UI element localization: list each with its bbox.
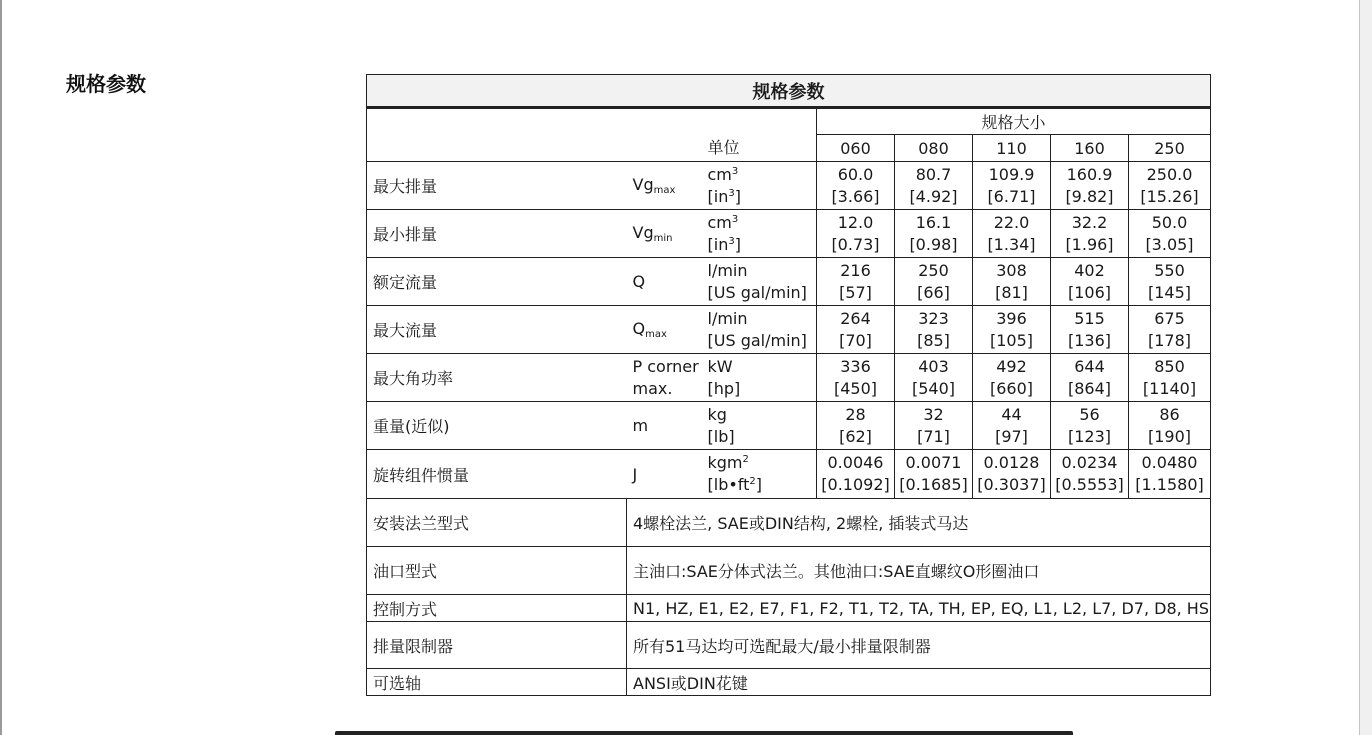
value-cell xyxy=(817,306,895,354)
value-metric: 250.0 xyxy=(1146,164,1193,184)
param-unit xyxy=(706,450,817,499)
value-cell xyxy=(1129,450,1211,499)
value-cell xyxy=(1051,306,1129,354)
unit-line2: $[in^3]$ xyxy=(707,234,741,254)
info-label: 控制方式 xyxy=(367,595,627,622)
value-metric: 28 xyxy=(845,404,866,424)
value-imperial: [106] xyxy=(1067,282,1112,302)
value-metric: 0.0128 xyxy=(983,453,1040,472)
size-header: 规格大小 xyxy=(817,108,1211,135)
value-cell xyxy=(973,258,1051,306)
value-imperial: [3.66] xyxy=(831,186,880,206)
value-imperial: [66] xyxy=(917,282,950,302)
page-left-edge xyxy=(0,0,2,735)
value-metric: 515 xyxy=(1074,308,1105,328)
value-metric: 323 xyxy=(918,308,949,328)
param-symbol xyxy=(627,162,706,210)
size-col-250: 250 xyxy=(1129,135,1211,162)
param-symbol xyxy=(627,354,706,402)
param-symbol xyxy=(627,210,706,258)
value-metric: 12.0 xyxy=(837,212,874,232)
value-cell xyxy=(1051,258,1129,306)
value-metric: 644 xyxy=(1074,356,1105,376)
param-symbol xyxy=(627,402,706,450)
param-unit xyxy=(706,162,817,210)
info-value: N1, HZ, E1, E2, E7, F1, F2, T1, T2, TA, TH, EP, EQ, L1, L2, L7, D7, D8, HS xyxy=(627,595,1211,622)
value-metric: 396 xyxy=(996,308,1027,328)
value-imperial: [9.82] xyxy=(1065,186,1114,206)
info-label: 油口型式 xyxy=(367,547,627,595)
symbol-main: Vg xyxy=(632,223,654,242)
value-metric: 50.0 xyxy=(1151,212,1188,232)
value-cell xyxy=(973,162,1051,210)
info-label: 安装法兰型式 xyxy=(367,499,627,547)
unit-line2: [US gal/min] xyxy=(707,330,807,350)
value-cell xyxy=(973,306,1051,354)
info-row xyxy=(367,622,1211,669)
param-name: 最大流量 xyxy=(367,306,627,354)
value-cell xyxy=(1051,450,1129,499)
table-row xyxy=(367,450,1211,499)
unit-line1: kW xyxy=(707,356,733,376)
value-imperial: [97] xyxy=(995,426,1028,446)
value-metric: 308 xyxy=(996,260,1027,280)
param-name: 最大排量 xyxy=(367,162,627,210)
value-cell xyxy=(973,210,1051,258)
size-col-110: 110 xyxy=(973,135,1051,162)
param-symbol xyxy=(627,306,706,354)
value-cell xyxy=(973,450,1051,499)
value-cell xyxy=(895,402,973,450)
param-symbol xyxy=(627,450,706,499)
value-metric: 402 xyxy=(1074,260,1105,280)
value-metric: 32 xyxy=(923,404,944,424)
param-symbol xyxy=(627,258,706,306)
value-cell xyxy=(1051,354,1129,402)
info-value: 主油口:SAE分体式法兰。其他油口:SAE直螺纹O形圈油口 xyxy=(627,547,1211,595)
value-imperial: [864] xyxy=(1067,378,1112,398)
value-imperial: [81] xyxy=(995,282,1028,302)
value-imperial: [0.5553] xyxy=(1055,475,1124,494)
param-name: 额定流量 xyxy=(367,258,627,306)
value-imperial: [136] xyxy=(1067,330,1112,350)
symbol-main: Vg xyxy=(632,175,654,194)
value-cell xyxy=(817,258,895,306)
info-row xyxy=(367,669,1211,696)
value-metric: 264 xyxy=(840,308,871,328)
value-metric: 850 xyxy=(1154,356,1185,376)
spec-table xyxy=(366,74,1211,696)
value-imperial: [123] xyxy=(1067,426,1112,446)
info-label: 排量限制器 xyxy=(367,622,627,669)
unit-header: 单位 xyxy=(707,138,740,157)
value-metric: 44 xyxy=(1001,404,1022,424)
value-cell xyxy=(1129,210,1211,258)
value-cell xyxy=(1051,162,1129,210)
value-imperial: [15.26] xyxy=(1140,186,1199,206)
value-imperial: [540] xyxy=(911,378,956,398)
value-imperial: [6.71] xyxy=(987,186,1036,206)
value-imperial: [57] xyxy=(839,282,872,302)
value-cell xyxy=(895,354,973,402)
unit-line1: l/min xyxy=(707,260,748,280)
value-cell xyxy=(1129,354,1211,402)
value-cell xyxy=(895,162,973,210)
symbol-main: J xyxy=(632,464,638,484)
value-imperial: [0.98] xyxy=(909,234,958,254)
value-imperial: [1.1580] xyxy=(1135,475,1204,494)
value-metric: 56 xyxy=(1079,404,1100,424)
value-imperial: [1.34] xyxy=(987,234,1036,254)
value-imperial: [62] xyxy=(839,426,872,446)
symbol-sub: max xyxy=(645,329,667,340)
symbol-main: m xyxy=(632,416,649,435)
table-row xyxy=(367,162,1211,210)
value-cell xyxy=(817,402,895,450)
param-name: 重量(近似) xyxy=(367,402,627,450)
value-cell xyxy=(895,210,973,258)
value-imperial: [0.1092] xyxy=(821,475,890,494)
info-row xyxy=(367,547,1211,595)
table-row xyxy=(367,258,1211,306)
value-imperial: [71] xyxy=(917,426,950,446)
value-cell xyxy=(1051,210,1129,258)
unit-line2: [lb] xyxy=(707,426,735,446)
value-metric: 80.7 xyxy=(915,164,952,184)
param-unit xyxy=(706,402,817,450)
symbol-main: Q xyxy=(632,272,646,291)
value-metric: 550 xyxy=(1154,260,1185,280)
info-row xyxy=(367,499,1211,547)
value-imperial: [105] xyxy=(989,330,1034,350)
value-cell xyxy=(817,450,895,499)
value-metric: 403 xyxy=(918,356,949,376)
value-cell xyxy=(895,450,973,499)
value-imperial: [3.05] xyxy=(1145,234,1194,254)
symbol-line1: P corner xyxy=(632,356,699,376)
value-cell xyxy=(973,354,1051,402)
unit-line2: $[in^3]$ xyxy=(707,186,741,206)
table-row xyxy=(367,306,1211,354)
symbol-sub: min xyxy=(653,233,673,244)
value-cell xyxy=(817,354,895,402)
value-imperial: [178] xyxy=(1147,330,1192,350)
value-metric: 250 xyxy=(918,260,949,280)
bottom-rule xyxy=(335,731,1073,735)
param-unit xyxy=(706,306,817,354)
unit-line2: $[lb•ft^2]$ xyxy=(707,475,763,494)
value-cell xyxy=(1129,402,1211,450)
value-metric: 86 xyxy=(1159,404,1180,424)
value-cell xyxy=(1129,162,1211,210)
param-name: 最小排量 xyxy=(367,210,627,258)
header-blank xyxy=(367,108,706,162)
value-metric: 60.0 xyxy=(837,164,874,184)
value-cell xyxy=(973,402,1051,450)
size-col-080: 080 xyxy=(895,135,973,162)
unit-line1: l/min xyxy=(707,308,748,328)
value-metric: 0.0071 xyxy=(905,453,962,472)
value-metric: 109.9 xyxy=(988,164,1035,184)
value-cell xyxy=(1129,258,1211,306)
param-unit xyxy=(706,354,817,402)
value-imperial: [0.3037] xyxy=(977,475,1046,494)
value-cell xyxy=(817,162,895,210)
value-metric: 0.0480 xyxy=(1141,453,1198,472)
value-cell xyxy=(895,258,973,306)
param-unit xyxy=(706,258,817,306)
value-cell xyxy=(817,210,895,258)
value-metric: 22.0 xyxy=(993,212,1030,232)
value-metric: 216 xyxy=(840,260,871,280)
value-imperial: [145] xyxy=(1147,282,1192,302)
value-metric: 0.0046 xyxy=(827,453,884,472)
value-imperial: [0.73] xyxy=(831,234,880,254)
param-unit xyxy=(706,210,817,258)
value-cell xyxy=(1129,306,1211,354)
value-cell xyxy=(1051,402,1129,450)
table-row xyxy=(367,210,1211,258)
value-metric: 160.9 xyxy=(1066,164,1113,184)
size-col-060: 060 xyxy=(817,135,895,162)
param-name: 最大角功率 xyxy=(367,354,627,402)
value-metric: 336 xyxy=(840,356,871,376)
info-label: 可选轴 xyxy=(367,669,627,696)
value-metric: 16.1 xyxy=(915,212,952,232)
value-imperial: [4.92] xyxy=(909,186,958,206)
value-imperial: [660] xyxy=(989,378,1034,398)
info-value: ANSI或DIN花键 xyxy=(627,669,1211,696)
value-imperial: [190] xyxy=(1147,426,1192,446)
value-metric: 0.0234 xyxy=(1061,453,1118,472)
value-imperial: [70] xyxy=(839,330,872,350)
unit-line2: [hp] xyxy=(707,378,741,398)
info-row xyxy=(367,595,1211,622)
symbol-sub: max xyxy=(653,185,676,196)
unit-line1: $cm^3$ xyxy=(707,164,739,184)
value-imperial: [1.96] xyxy=(1065,234,1114,254)
unit-line1: $cm^3$ xyxy=(707,212,739,232)
info-value: 所有51马达均可选配最大/最小排量限制器 xyxy=(627,622,1211,669)
unit-line2: [US gal/min] xyxy=(707,282,807,302)
symbol-main: Q xyxy=(632,319,646,338)
page-right-edge xyxy=(1359,0,1372,735)
value-imperial: [85] xyxy=(917,330,950,350)
value-imperial: [450] xyxy=(833,378,878,398)
value-imperial: [0.1685] xyxy=(899,475,968,494)
value-imperial: [1140] xyxy=(1142,378,1197,398)
unit-line1: kgm$^2$ xyxy=(707,453,749,472)
table-row xyxy=(367,354,1211,402)
table-title: 规格参数 xyxy=(367,75,1211,108)
info-value: 4螺栓法兰, SAE或DIN结构, 2螺栓, 插装式马达 xyxy=(627,499,1211,547)
value-metric: 675 xyxy=(1154,308,1185,328)
value-cell xyxy=(895,306,973,354)
unit-line1: kg xyxy=(707,404,727,424)
section-title: 规格参数 xyxy=(66,72,146,96)
table-row xyxy=(367,402,1211,450)
symbol-line2: max. xyxy=(632,378,673,398)
value-metric: 492 xyxy=(996,356,1027,376)
size-col-160: 160 xyxy=(1051,135,1129,162)
param-name: 旋转组件惯量 xyxy=(367,450,627,499)
value-metric: 32.2 xyxy=(1071,212,1108,232)
